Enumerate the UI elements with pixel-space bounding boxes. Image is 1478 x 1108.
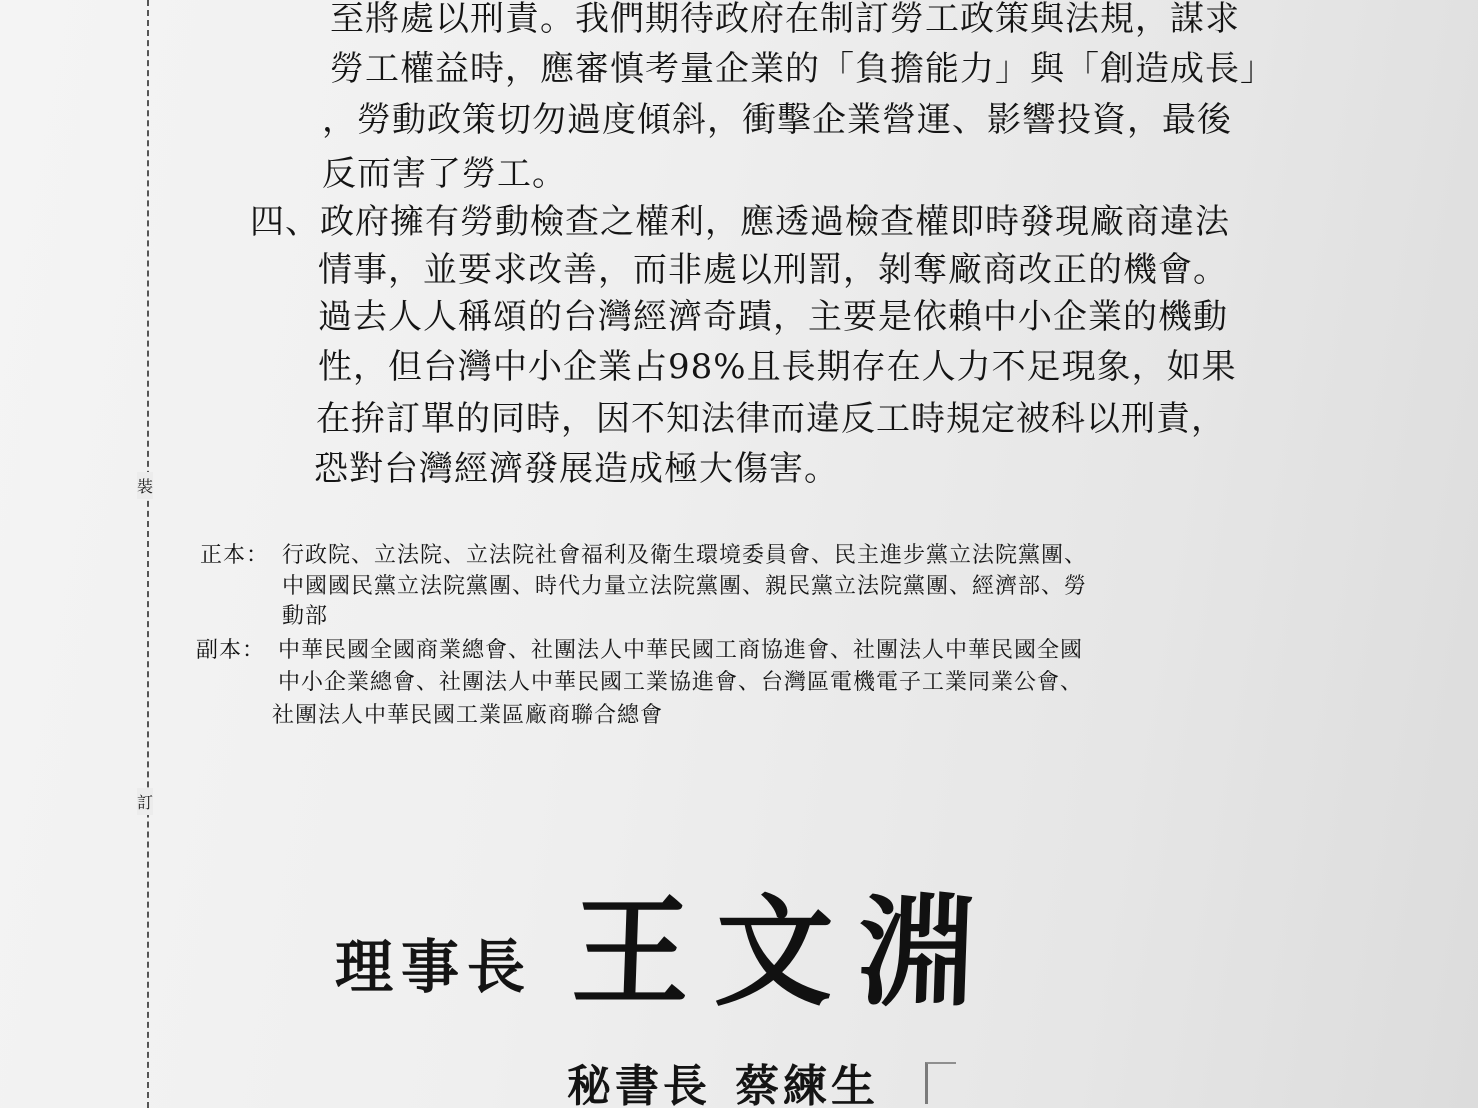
chairman-name-seal: 王文淵 [569, 882, 1004, 1023]
binding-mark-top: 裝 [137, 472, 153, 499]
item4-line-2: 情事，並要求改善，而非處以刑罰，剝奪廠商改正的機會。 [318, 250, 1228, 290]
item3-line-3: ，勞動政策切勿過度傾斜，衝擊企業營運、影響投資，最後 [322, 100, 1232, 140]
item3-line-4: 反而害了勞工。 [322, 154, 567, 194]
original-recipients-line-3: 動部 [282, 604, 329, 629]
chairman-title: 理事長 [335, 933, 534, 1001]
binding-margin-line [147, 0, 149, 1108]
item3-line-2: 勞工權益時，應審慎考量企業的「負擔能力」與「創造成長」 [330, 49, 1275, 89]
seal-stamp-fragment [925, 1062, 956, 1104]
item4-line-4: 性，但台灣中小企業占98%且長期存在人力不足現象，如果 [318, 347, 1237, 387]
original-recipients-line-1: 行政院、立法院、立法院社會福利及衛生環境委員會、民主進步黨立法院黨團、 [282, 543, 1088, 568]
item4-line-6: 恐對台灣經濟發展造成極大傷害。 [314, 449, 839, 489]
binding-mark-bottom: 訂 [137, 788, 153, 815]
item4-line-5: 在拚訂單的同時，因不知法律而違反工時規定被科以刑責， [316, 399, 1226, 439]
copy-recipients-line-3: 社團法人中華民國工業區廠商聯合總會 [272, 703, 664, 728]
item4-line-1: 四、政府擁有勞動檢查之權利，應透過檢查權即時發現廠商違法 [250, 202, 1230, 242]
item3-line-1: 至將處以刑責。我們期待政府在制訂勞工政策與法規，謀求 [330, 0, 1240, 39]
copy-recipients-line-2: 中小企業總會、社團法人中華民國工業協進會、台灣區電機電子工業同業公會、 [278, 670, 1084, 695]
copy-recipients-line-1: 中華民國全國商業總會、社團法人中華民國工商協進會、社團法人中華民國全國 [278, 638, 1084, 663]
copy-recipients-label: 副本： [196, 638, 266, 663]
secretary-title: 秘書長 [567, 1061, 711, 1108]
original-recipients-line-2: 中國國民黨立法院黨團、時代力量立法院黨團、親民黨立法院黨團、經濟部、勞 [282, 574, 1088, 599]
original-recipients-label: 正本： [200, 543, 270, 568]
secretary-name: 蔡練生 [735, 1061, 879, 1108]
item4-line-3: 過去人人稱頌的台灣經濟奇蹟，主要是依賴中小企業的機動 [318, 297, 1228, 337]
